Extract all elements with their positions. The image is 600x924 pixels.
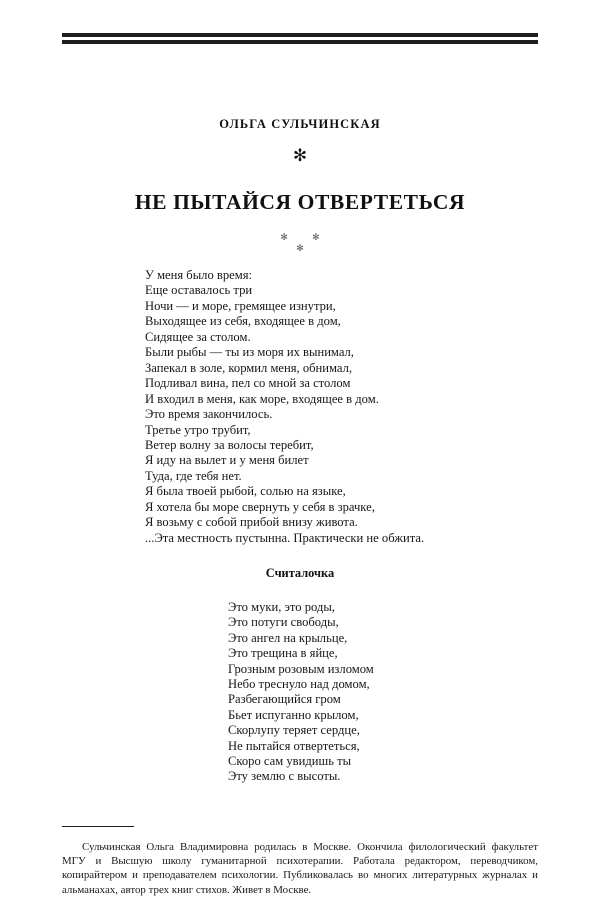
poem-line: Разбегающийся гром <box>228 692 341 707</box>
poem-line: Небо треснуло над домом, <box>228 677 370 692</box>
poem-line: Выходящее из себя, входящее в дом, <box>145 314 341 329</box>
author-name: ОЛЬГА СУЛЬЧИНСКАЯ <box>219 117 381 131</box>
poem-line: Третье утро трубит, <box>145 422 251 437</box>
poem-line: Это потуги свободы, <box>228 615 339 630</box>
poem-line: Сидящее за столом. <box>145 329 251 344</box>
poem-line: Эту землю с высоты. <box>228 769 341 784</box>
poem-line: Не пытайся отвертеться, <box>228 738 360 753</box>
top-rule-lower <box>62 40 538 44</box>
poem-line: Были рыбы — ты из моря их вынимал, <box>145 345 354 360</box>
poem-line: Скорлупу теряет сердце, <box>228 723 360 738</box>
poem-line: Запекал в золе, кормил меня, обнимал, <box>145 360 353 375</box>
poem-line: Туда, где тебя нет. <box>145 468 242 483</box>
poem-line: Я была твоей рыбой, солью на языке, <box>145 484 346 499</box>
triple-asterisk-ornament <box>0 232 600 253</box>
poem-line: Бьет испуганно крылом, <box>228 707 359 722</box>
poem-two-body <box>228 600 528 785</box>
poem-line: Я иду на вылет и у меня билет <box>145 453 309 468</box>
poem-line: Я возьму с собой прибой внизу живота. <box>145 515 358 530</box>
ornament-row-top: ✻ ✻ <box>280 232 331 242</box>
poem-line: И входил в меня, как море, входящее в дом. <box>145 391 379 406</box>
poem-line: У меня было время: <box>145 268 252 282</box>
poem-line: Ветер волну за волосы теребит, <box>145 437 314 452</box>
ornament-row-bottom: ✻ <box>296 243 304 253</box>
poem-line: ...Эта местность пустынна. Практически не обжита. <box>145 530 425 545</box>
poem-line: Это время закончилось. <box>145 407 273 422</box>
poem-line: Ночи — и море, гремящее изнутри, <box>145 298 336 313</box>
footnote-separator <box>62 826 134 827</box>
poem-one-body <box>145 268 545 546</box>
poem-line: Я хотела бы море свернуть у себя в зрачке, <box>145 499 375 514</box>
asterisk-ornament-icon: ✻ <box>292 146 308 165</box>
poem-line: Еще оставалось три <box>145 283 253 298</box>
poem-line: Это ангел на крыльце, <box>228 630 348 645</box>
poem-line: Скоро сам увидишь ты <box>228 754 352 769</box>
page-title: НЕ ПЫТАЙСЯ ОТВЕРТЕТЬСЯ <box>134 190 466 215</box>
poem-line: Грозным розовым изломом <box>228 661 374 676</box>
poem-line: Подливал вина, пел со мной за столом <box>145 376 351 391</box>
top-double-rule <box>62 33 538 44</box>
author-biography-note: Сульчинская Ольга Владимировна родилась в Москве. Окончила филологический факультет МГУ и Высшую школу гуманитарной психотерапии. Работала редактором, переводчиком, копирайтером и преподавателем психологии. Публиковалась во многих литературных журналах и альманахах, автор трех книг стихов. Живет в Москве. <box>62 841 538 896</box>
poem-two-title: Считалочка <box>265 566 335 580</box>
poem-line: Это муки, это роды, <box>228 600 335 614</box>
poem-line: Это трещина в яйце, <box>228 646 338 661</box>
